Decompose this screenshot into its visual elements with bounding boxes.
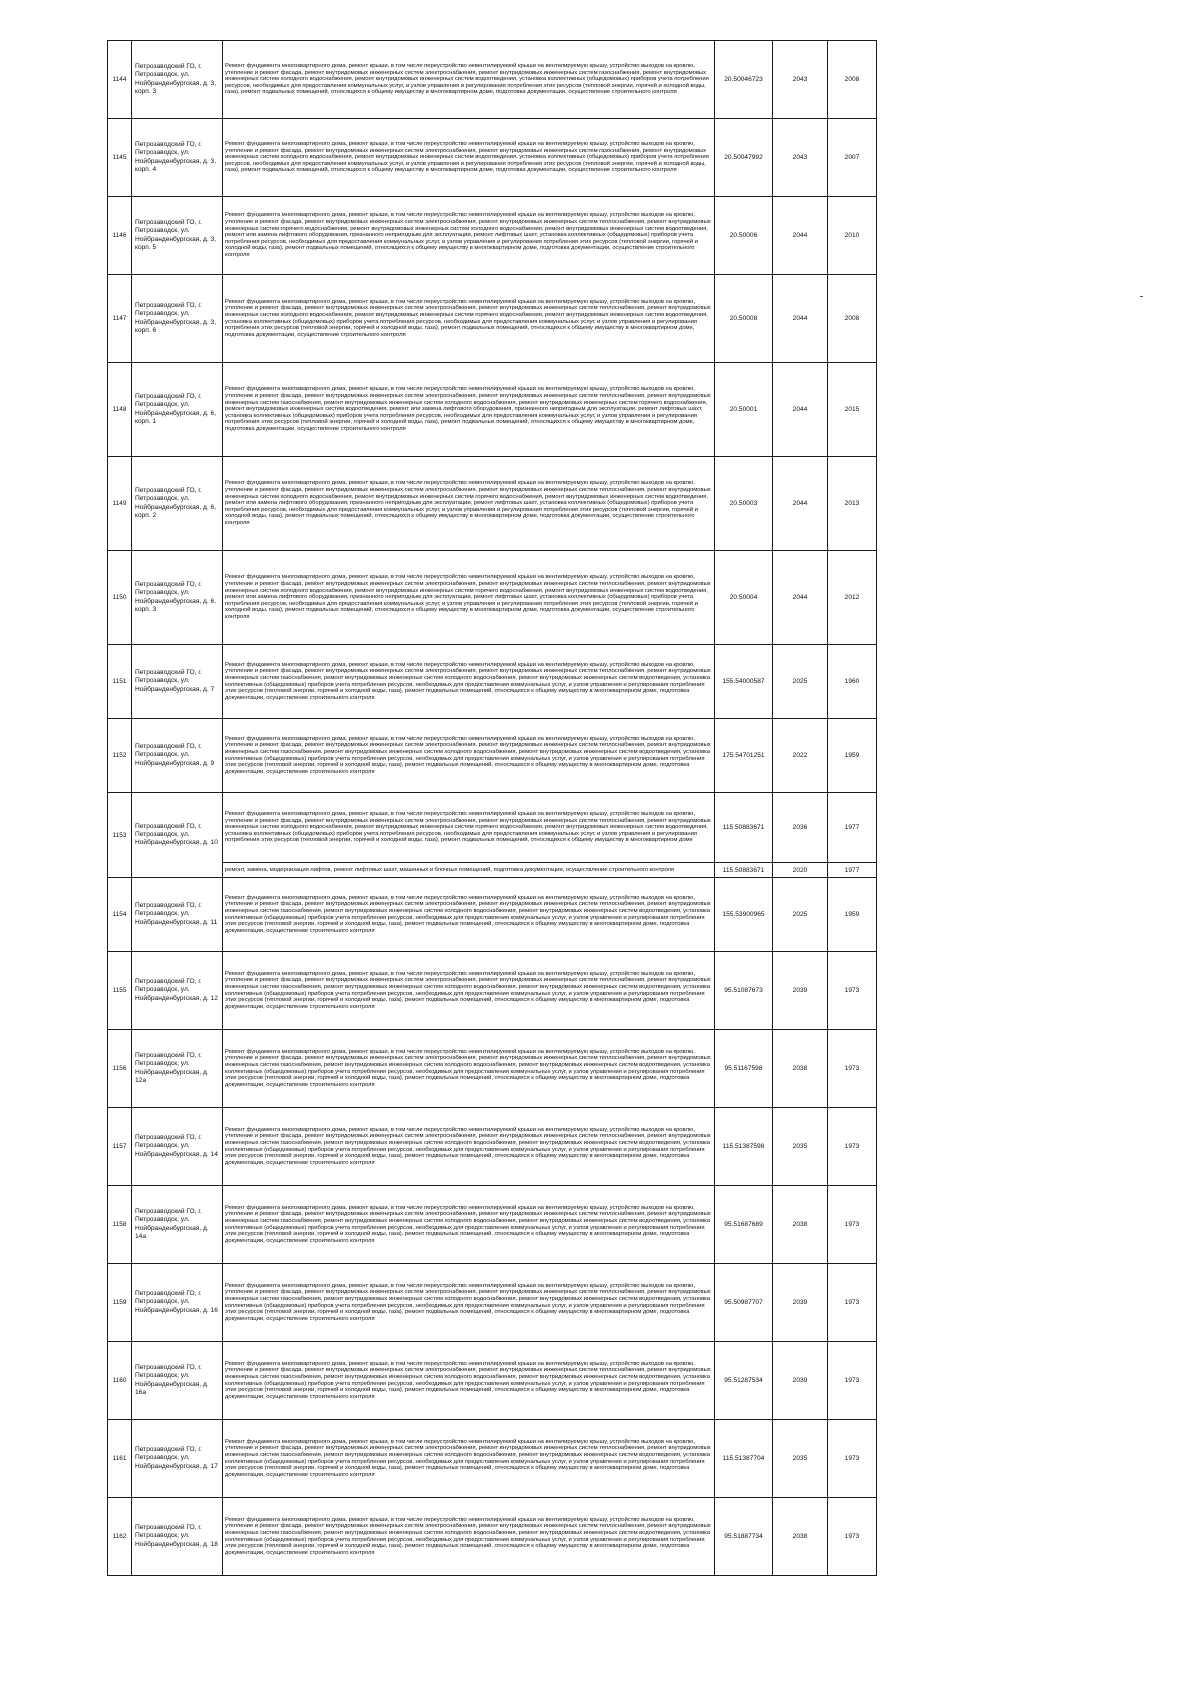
- table-row: [108, 793, 877, 863]
- works-cell: Ремонт фундамента многоквартирного дома, ремонт крыши, в том числе переустройство невентилируемой крыши на вентилируемую крышу, устройство выходов на кровлю, утепление и ремонт фасада, ремонт внутридомовых инженерных систем электроснабжения, ремонт внутридомовых инженерных систем теплоснабжения, ремонт внутридомовых инженерных систем газоснабжения, ремонт внутридомовых инженерных систем холодного водоснабжения, ремонт внутридомовых инженерных систем водоотведения, установка коллективных (общедомовых) приборов учета потребления ресурсов, необходимых для предоставления коммунальных услуг, и узлов управления и регулирования потребления этих ресурсов (тепловой энергии, горячей и холодной воды, газа), ремонт подвальных помещений, относящихся к общему имуществу в многоквартирном доме, подготовка документации, осуществление строительного контроля: [223, 952, 715, 1030]
- value-cell: 95.51087673: [715, 952, 773, 1030]
- works-cell: Ремонт фундамента многоквартирного дома, ремонт крыши, в том числе переустройство невентилируемой крыши на вентилируемую крышу, устройство выходов на кровлю, утепление и ремонт фасада, ремонт внутридомовых инженерных систем электроснабжения, ремонт внутридомовых инженерных систем теплоснабжения, ремонт внутридомовых инженерных систем газоснабжения, ремонт внутридомовых инженерных систем холодного водоснабжения, ремонт внутридомовых инженерных систем водоотведения, установка коллективных (общедомовых) приборов учета потребления ресурсов, необходимых для предоставления коммунальных услуг, и узлов управления и регулирования потребления этих ресурсов (тепловой энергии, горячей и холодной воды, газа), ремонт подвальных помещений, относящихся к общему имуществу в многоквартирном доме, подготовка документации, осуществление строительного контроля: [223, 1030, 715, 1108]
- address-cell: Петрозаводский ГО, г. Петрозаводск, ул. Нойбранденбургская, д. 6, корп. 3: [132, 551, 223, 645]
- planned-year-cell: 2044: [773, 551, 828, 645]
- table-row: [108, 952, 877, 1030]
- row-number: 1152: [108, 719, 132, 793]
- works-cell: Ремонт фундамента многоквартирного дома, ремонт крыши, в том числе переустройство невентилируемой крыши на вентилируемую крышу, устройство выходов на кровлю, утепление и ремонт фасада, ремонт внутридомовых инженерных систем электроснабжения, ремонт внутридомовых инженерных систем газоснабжения, ремонт внутридомовых инженерных систем холодного водоснабжения, ремонт внутридомовых инженерных систем водоотведения, установка коллективных (общедомовых) приборов учета потребления ресурсов, необходимых для предоставления коммунальных услуг, и узлов управления и регулирования потребления этих ресурсов (тепловой энергии, горячей и холодной воды, газа), ремонт подвальных помещений, относящихся к общему имуществу в многоквартирном доме, подготовка документации, осуществление строительного контроля: [223, 119, 715, 197]
- row-number: 1148: [108, 363, 132, 457]
- value-cell: 115.50883671: [715, 863, 773, 878]
- value-cell: 20.50008: [715, 275, 773, 363]
- build-year-cell: 2010: [828, 197, 877, 275]
- planned-year-cell: 2039: [773, 952, 828, 1030]
- table-row: [108, 1498, 877, 1576]
- table-row: [108, 551, 877, 645]
- build-year-cell: 2007: [828, 119, 877, 197]
- table-row: [108, 1108, 877, 1186]
- table-row: [108, 1264, 877, 1342]
- address-cell: Петрозаводский ГО, г. Петрозаводск, ул. Нойбранденбургская, д. 3, корп. 3: [132, 41, 223, 119]
- works-cell: Ремонт фундамента многоквартирного дома, ремонт крыши, в том числе переустройство невентилируемой крыши на вентилируемую крышу, устройство выходов на кровлю, утепление и ремонт фасада, ремонт внутридомовых инженерных систем электроснабжения, ремонт внутридомовых инженерных систем теплоснабжения, ремонт внутридомовых инженерных систем газоснабжения, ремонт внутридомовых инженерных систем холодного водоснабжения, ремонт внутридомовых инженерных систем водоотведения, установка коллективных (общедомовых) приборов учета потребления ресурсов, необходимых для предоставления коммунальных услуг, и узлов управления и регулирования потребления этих ресурсов (тепловой энергии, горячей и холодной воды, газа), ремонт подвальных помещений, относящихся к общему имуществу в многоквартирном доме, подготовка документации, осуществление строительного контроля: [223, 1420, 715, 1498]
- works-cell: Ремонт фундамента многоквартирного дома, ремонт крыши, в том числе переустройство невентилируемой крыши на вентилируемую крышу, устройство выходов на кровлю, утепление и ремонт фасада, ремонт внутридомовых инженерных систем электроснабжения, ремонт внутридомовых инженерных систем теплоснабжения, ремонт внутридомовых инженерных систем газоснабжения, ремонт внутридомовых инженерных систем холодного водоснабжения, ремонт внутридомовых инженерных систем водоотведения, установка коллективных (общедомовых) приборов учета потребления ресурсов, необходимых для предоставления коммунальных услуг, и узлов управления и регулирования потребления этих ресурсов (тепловой энергии, горячей и холодной воды, газа), ремонт подвальных помещений, относящихся к общему имуществу в многоквартирном доме, подготовка документации, осуществление строительного контроля: [223, 1264, 715, 1342]
- planned-year-cell: 2039: [773, 1342, 828, 1420]
- address-cell: Петрозаводский ГО, г. Петрозаводск, ул. Нойбранденбургская, д. 10: [132, 793, 223, 878]
- row-number: 1151: [108, 645, 132, 719]
- value-cell: 155.54000587: [715, 645, 773, 719]
- row-number: 1153: [108, 793, 132, 878]
- row-number: 1149: [108, 457, 132, 551]
- address-cell: Петрозаводский ГО, г. Петрозаводск, ул. Нойбранденбургская, д. 11: [132, 878, 223, 952]
- planned-year-cell: 2025: [773, 645, 828, 719]
- table-row: [108, 878, 877, 952]
- build-year-cell: 1973: [828, 1498, 877, 1576]
- address-cell: Петрозаводский ГО, г. Петрозаводск, ул. Нойбранденбургская, д. 7: [132, 645, 223, 719]
- table-subrow: [108, 863, 877, 878]
- value-cell: 175.54701251: [715, 719, 773, 793]
- address-cell: Петрозаводский ГО, г. Петрозаводск, ул. Нойбранденбургская, д. 6, корп. 1: [132, 363, 223, 457]
- build-year-cell: 1973: [828, 1264, 877, 1342]
- row-number: 1160: [108, 1342, 132, 1420]
- value-cell: 20.50004: [715, 551, 773, 645]
- build-year-cell: 2008: [828, 275, 877, 363]
- address-cell: Петрозаводский ГО, г. Петрозаводск, ул. Нойбранденбургская, д. 6, корп. 2: [132, 457, 223, 551]
- table-row: [108, 719, 877, 793]
- address-cell: Петрозаводский ГО, г. Петрозаводск, ул. Нойбранденбургская, д. 9: [132, 719, 223, 793]
- works-cell: Ремонт фундамента многоквартирного дома, ремонт крыши, в том числе переустройство невентилируемой крыши на вентилируемую крышу, устройство выходов на кровлю, утепление и ремонт фасада, ремонт внутридомовых инженерных систем электроснабжения, ремонт внутридомовых инженерных систем теплоснабжения, ремонт внутридомовых инженерных систем горячего водоснабжения, ремонт внутридомовых инженерных систем холодного водоснабжения, ремонт внутридомовых инженерных систем водоотведения, ремонт или замена лифтового оборудования, признанного непригодным для эксплуатации, ремонт лифтовых шахт, установка коллективных (общедомовых) приборов учета потребления ресурсов, необходимых для предоставления коммунальных услуг, и узлов управления и регулирования потребления этих ресурсов (тепловой энергии, горячей и холодной воды, газа), ремонт подвальных помещений, относящихся к общему имуществу в многоквартирном доме, подготовка документации, осуществление строительного контроля: [223, 197, 715, 275]
- table-row: [108, 1420, 877, 1498]
- address-cell: Петрозаводский ГО, г. Петрозаводск, ул. Нойбранденбургская, д. 16а: [132, 1342, 223, 1420]
- build-year-cell: 2013: [828, 457, 877, 551]
- address-cell: Петрозаводский ГО, г. Петрозаводск, ул. Нойбранденбургская, д. 14: [132, 1108, 223, 1186]
- row-number: 1156: [108, 1030, 132, 1108]
- table-row: [108, 645, 877, 719]
- value-cell: 20.50003: [715, 457, 773, 551]
- planned-year-cell: 2020: [773, 863, 828, 878]
- row-number: 1154: [108, 878, 132, 952]
- table-body: [108, 41, 877, 1576]
- build-year-cell: 2012: [828, 551, 877, 645]
- capital-repair-table: [107, 40, 877, 1576]
- address-cell: Петрозаводский ГО, г. Петрозаводск, ул. Нойбранденбургская, д. 3, корп. 5: [132, 197, 223, 275]
- works-cell: Ремонт фундамента многоквартирного дома, ремонт крыши, в том числе переустройство невентилируемой крыши на вентилируемую крышу, устройство выходов на кровлю, утепление и ремонт фасада, ремонт внутридомовых инженерных систем электроснабжения, ремонт внутридомовых инженерных систем газоснабжения, ремонт внутридомовых инженерных систем холодного водоснабжения, ремонт внутридомовых инженерных систем водоотведения, установка коллективных (общедомовых) приборов учета потребления ресурсов, необходимых для предоставления коммунальных услуг, и узлов управления и регулирования потребления этих ресурсов (тепловой энергии, горячей и холодной воды, газа), ремонт подвальных помещений, относящихся к общему имуществу в многоквартирном доме, подготовка документации, осуществление строительного контроля: [223, 41, 715, 119]
- value-cell: 115.51387598: [715, 1108, 773, 1186]
- value-cell: 95.51287534: [715, 1342, 773, 1420]
- table-row: [108, 119, 877, 197]
- works-cell: Ремонт фундамента многоквартирного дома, ремонт крыши, в том числе переустройство невентилируемой крыши на вентилируемую крышу, устройство выходов на кровлю, утепление и ремонт фасада, ремонт внутридомовых инженерных систем электроснабжения, ремонт внутридомовых инженерных систем теплоснабжения, ремонт внутридомовых инженерных систем газоснабжения, ремонт внутридомовых инженерных систем холодного водоснабжения, ремонт внутридомовых инженерных систем горячего водоснабжения, ремонт внутридомовых инженерных систем водоотведения, ремонт или замена лифтового оборудования, признанного непригодным для эксплуатации, ремонт лифтовых шахт, установка коллективных (общедомовых) приборов учета потребления ресурсов, необходимых для предоставления коммунальных услуг, и узлов управления и регулирования потребления этих ресурсов (тепловой энергии, горячей и холодной воды, газа), ремонт подвальных помещений, относящихся к общему имуществу в многоквартирном доме, подготовка документации, осуществление строительного контроля: [223, 363, 715, 457]
- build-year-cell: 1973: [828, 1342, 877, 1420]
- planned-year-cell: 2022: [773, 719, 828, 793]
- planned-year-cell: 2038: [773, 1186, 828, 1264]
- row-number: 1157: [108, 1108, 132, 1186]
- value-cell: 20.50047992: [715, 119, 773, 197]
- planned-year-cell: 2039: [773, 1264, 828, 1342]
- address-cell: Петрозаводский ГО, г. Петрозаводск, ул. Нойбранденбургская, д. 12а: [132, 1030, 223, 1108]
- row-number: 1162: [108, 1498, 132, 1576]
- row-number: 1150: [108, 551, 132, 645]
- row-number: 1144: [108, 41, 132, 119]
- build-year-cell: 1977: [828, 793, 877, 863]
- table-row: [108, 1186, 877, 1264]
- planned-year-cell: 2043: [773, 119, 828, 197]
- row-number: 1158: [108, 1186, 132, 1264]
- works-cell: Ремонт фундамента многоквартирного дома, ремонт крыши, в том числе переустройство невентилируемой крыши на вентилируемую крышу, устройство выходов на кровлю, утепление и ремонт фасада, ремонт внутридомовых инженерных систем электроснабжения, ремонт внутридомовых инженерных систем теплоснабжения, ремонт внутридомовых инженерных систем газоснабжения, ремонт внутридомовых инженерных систем холодного водоснабжения, ремонт внутридомовых инженерных систем водоотведения, установка коллективных (общедомовых) приборов учета потребления ресурсов, необходимых для предоставления коммунальных услуг, и узлов управления и регулирования потребления этих ресурсов (тепловой энергии, горячей и холодной воды, газа), ремонт подвальных помещений, относящихся к общему имуществу в многоквартирном доме, подготовка документации, осуществление строительного контроля: [223, 1108, 715, 1186]
- table-row: [108, 275, 877, 363]
- table-row: [108, 457, 877, 551]
- planned-year-cell: 2043: [773, 41, 828, 119]
- planned-year-cell: 2044: [773, 275, 828, 363]
- value-cell: 95.51887734: [715, 1498, 773, 1576]
- row-number: 1155: [108, 952, 132, 1030]
- document-page: [107, 40, 876, 1576]
- build-year-cell: 1973: [828, 1186, 877, 1264]
- build-year-cell: 2008: [828, 41, 877, 119]
- works-cell: ремонт, замена, модернизация лифтов, ремонт лифтовых шахт, машинных и блочных помещений, подготовка документации, осуществление строительного контроля: [223, 863, 715, 878]
- table-row: [108, 197, 877, 275]
- build-year-cell: 1959: [828, 878, 877, 952]
- value-cell: 95.50987707: [715, 1264, 773, 1342]
- value-cell: 20.50006: [715, 197, 773, 275]
- value-cell: 115.51387704: [715, 1420, 773, 1498]
- planned-year-cell: 2044: [773, 197, 828, 275]
- address-cell: Петрозаводский ГО, г. Петрозаводск, ул. Нойбранденбургская, д. 14а: [132, 1186, 223, 1264]
- table-row: [108, 363, 877, 457]
- works-cell: Ремонт фундамента многоквартирного дома, ремонт крыши, в том числе переустройство невентилируемой крыши на вентилируемую крышу, устройство выходов на кровлю, утепление и ремонт фасада, ремонт внутридомовых инженерных систем электроснабжения, ремонт внутридомовых инженерных систем теплоснабжения, ремонт внутридомовых инженерных систем газоснабжения, ремонт внутридомовых инженерных систем холодного водоснабжения, ремонт внутридомовых инженерных систем водоотведения, установка коллективных (общедомовых) приборов учета потребления ресурсов, необходимых для предоставления коммунальных услуг, и узлов управления и регулирования потребления этих ресурсов (тепловой энергии, горячей и холодной воды, газа), ремонт подвальных помещений, относящихся к общему имуществу в многоквартирном доме, подготовка документации, осуществление строительного контроля: [223, 645, 715, 719]
- works-cell: Ремонт фундамента многоквартирного дома, ремонт крыши, в том числе переустройство невентилируемой крыши на вентилируемую крышу, устройство выходов на кровлю, утепление и ремонт фасада, ремонт внутридомовых инженерных систем электроснабжения, ремонт внутридомовых инженерных систем теплоснабжения, ремонт внутридомовых инженерных систем холодного водоснабжения, ремонт внутридомовых инженерных систем горячего водоснабжения, ремонт внутридомовых инженерных систем водоотведения, установка коллективных (общедомовых) приборов учета потребления ресурсов, необходимых для предоставления коммунальных услуг, и узлов управления и регулирования потребления этих ресурсов (тепловой энергии, горячей и холодной воды, газа), ремонт подвальных помещений, относящихся к общему имуществу в многоквартирном доме, подготовка документации, осуществление строительного контроля: [223, 275, 715, 363]
- scan-mark: [1140, 296, 1143, 297]
- address-cell: Петрозаводский ГО, г. Петрозаводск, ул. Нойбранденбургская, д. 3, корп. 4: [132, 119, 223, 197]
- value-cell: 20.50046723: [715, 41, 773, 119]
- works-cell: Ремонт фундамента многоквартирного дома, ремонт крыши, в том числе переустройство невентилируемой крыши на вентилируемую крышу, устройство выходов на кровлю, утепление и ремонт фасада, ремонт внутридомовых инженерных систем электроснабжения, ремонт внутридомовых инженерных систем теплоснабжения, ремонт внутридомовых инженерных систем газоснабжения, ремонт внутридомовых инженерных систем холодного водоснабжения, ремонт внутридомовых инженерных систем водоотведения, установка коллективных (общедомовых) приборов учета потребления ресурсов, необходимых для предоставления коммунальных услуг, и узлов управления и регулирования потребления этих ресурсов (тепловой энергии, горячей и холодной воды, газа), ремонт подвальных помещений, относящихся к общему имуществу в многоквартирном доме, подготовка документации, осуществление строительного контроля: [223, 878, 715, 952]
- value-cell: 115.50883671: [715, 793, 773, 863]
- works-cell: Ремонт фундамента многоквартирного дома, ремонт крыши, в том числе переустройство невентилируемой крыши на вентилируемую крышу, устройство выходов на кровлю, утепление и ремонт фасада, ремонт внутридомовых инженерных систем электроснабжения, ремонт внутридомовых инженерных систем теплоснабжения, ремонт внутридомовых инженерных систем холодного водоснабжения, ремонт внутридомовых инженерных систем горячего водоснабжения, ремонт внутридомовых инженерных систем водоотведения, ремонт или замена лифтового оборудования, признанного непригодным для эксплуатации, ремонт лифтовых шахт, установка коллективных (общедомовых) приборов учета потребления ресурсов, необходимых для предоставления коммунальных услуг, и узлов управления и регулирования потребления этих ресурсов (тепловой энергии, горячей и холодной воды, газа), ремонт подвальных помещений, относящихся к общему имуществу в многоквартирном доме, подготовка документации, осуществление строительного контроля: [223, 457, 715, 551]
- address-cell: Петрозаводский ГО, г. Петрозаводск, ул. Нойбранденбургская, д. 18: [132, 1498, 223, 1576]
- works-cell: Ремонт фундамента многоквартирного дома, ремонт крыши, в том числе переустройство невентилируемой крыши на вентилируемую крышу, устройство выходов на кровлю, утепление и ремонт фасада, ремонт внутридомовых инженерных систем электроснабжения, ремонт внутридомовых инженерных систем теплоснабжения, ремонт внутридомовых инженерных систем газоснабжения, ремонт внутридомовых инженерных систем холодного водоснабжения, ремонт внутридомовых инженерных систем водоотведения, установка коллективных (общедомовых) приборов учета потребления ресурсов, необходимых для предоставления коммунальных услуг, и узлов управления и регулирования потребления этих ресурсов (тепловой энергии, горячей и холодной воды, газа), ремонт подвальных помещений, относящихся к общему имуществу в многоквартирном доме, подготовка документации, осуществление строительного контроля: [223, 1498, 715, 1576]
- planned-year-cell: 2036: [773, 793, 828, 863]
- build-year-cell: 1973: [828, 1420, 877, 1498]
- works-cell: Ремонт фундамента многоквартирного дома, ремонт крыши, в том числе переустройство невентилируемой крыши на вентилируемую крышу, устройство выходов на кровлю, утепление и ремонт фасада, ремонт внутридомовых инженерных систем электроснабжения, ремонт внутридомовых инженерных систем теплоснабжения, ремонт внутридомовых инженерных систем газоснабжения, ремонт внутридомовых инженерных систем холодного водоснабжения, ремонт внутридомовых инженерных систем водоотведения, установка коллективных (общедомовых) приборов учета потребления ресурсов, необходимых для предоставления коммунальных услуг, и узлов управления и регулирования потребления этих ресурсов (тепловой энергии, горячей и холодной воды, газа), ремонт подвальных помещений, относящихся к общему имуществу в многоквартирном доме, подготовка документации, осуществление строительного контроля: [223, 1186, 715, 1264]
- build-year-cell: 1973: [828, 1030, 877, 1108]
- row-number: 1147: [108, 275, 132, 363]
- works-cell: Ремонт фундамента многоквартирного дома, ремонт крыши, в том числе переустройство невентилируемой крыши на вентилируемую крышу, устройство выходов на кровлю, утепление и ремонт фасада, ремонт внутридомовых инженерных систем электроснабжения, ремонт внутридомовых инженерных систем теплоснабжения, ремонт внутридомовых инженерных систем холодного водоснабжения, ремонт внутридомовых инженерных систем горячего водоснабжения, ремонт внутридомовых инженерных систем водоотведения, ремонт или замена лифтового оборудования, признанного непригодным для эксплуатации, ремонт лифтовых шахт, установка коллективных (общедомовых) приборов учета потребления ресурсов, необходимых для предоставления коммунальных услуг, и узлов управления и регулирования потребления этих ресурсов (тепловой энергии, горячей и холодной воды, газа), ремонт подвальных помещений, относящихся к общему имуществу в многоквартирном доме, подготовка документации, осуществление строительного контроля: [223, 551, 715, 645]
- planned-year-cell: 2025: [773, 878, 828, 952]
- address-cell: Петрозаводский ГО, г. Петрозаводск, ул. Нойбранденбургская, д. 16: [132, 1264, 223, 1342]
- address-cell: Петрозаводский ГО, г. Петрозаводск, ул. Нойбранденбургская, д. 12: [132, 952, 223, 1030]
- value-cell: 155.53900965: [715, 878, 773, 952]
- planned-year-cell: 2044: [773, 363, 828, 457]
- row-number: 1161: [108, 1420, 132, 1498]
- works-cell: Ремонт фундамента многоквартирного дома, ремонт крыши, в том числе переустройство невентилируемой крыши на вентилируемую крышу, устройство выходов на кровлю, утепление и ремонт фасада, ремонт внутридомовых инженерных систем электроснабжения, ремонт внутридомовых инженерных систем теплоснабжения, ремонт внутридомовых инженерных систем газоснабжения, ремонт внутридомовых инженерных систем холодного водоснабжения, ремонт внутридомовых инженерных систем водоотведения, установка коллективных (общедомовых) приборов учета потребления ресурсов, необходимых для предоставления коммунальных услуг, и узлов управления и регулирования потребления этих ресурсов (тепловой энергии, горячей и холодной воды, газа), ремонт подвальных помещений, относящихся к общему имуществу в многоквартирном доме, подготовка документации, осуществление строительного контроля: [223, 1342, 715, 1420]
- value-cell: 20.50001: [715, 363, 773, 457]
- works-cell: Ремонт фундамента многоквартирного дома, ремонт крыши, в том числе переустройство невентилируемой крыши на вентилируемую крышу, устройство выходов на кровлю, утепление и ремонт фасада, ремонт внутридомовых инженерных систем электроснабжения, ремонт внутридомовых инженерных систем теплоснабжения, ремонт внутридомовых инженерных систем холодного водоснабжения, ремонт внутридомовых инженерных систем горячего водоснабжения, ремонт внутридомовых инженерных систем водоотведения, установка коллективных (общедомовых) приборов учета потребления ресурсов, необходимых для предоставления коммунальных услуг, и узлов управления и регулирования потребления этих ресурсов (тепловой энергии, горячей и холодной воды, газа), ремонт подвальных помещений, относящихся к общему имуществу в многоквартирном доме: [223, 793, 715, 863]
- planned-year-cell: 2038: [773, 1498, 828, 1576]
- build-year-cell: 1977: [828, 863, 877, 878]
- row-number: 1146: [108, 197, 132, 275]
- planned-year-cell: 2035: [773, 1108, 828, 1186]
- works-cell: Ремонт фундамента многоквартирного дома, ремонт крыши, в том числе переустройство невентилируемой крыши на вентилируемую крышу, устройство выходов на кровлю, утепление и ремонт фасада, ремонт внутридомовых инженерных систем электроснабжения, ремонт внутридомовых инженерных систем теплоснабжения, ремонт внутридомовых инженерных систем газоснабжения, ремонт внутридомовых инженерных систем холодного водоснабжения, ремонт внутридомовых инженерных систем водоотведения, установка коллективных (общедомовых) приборов учета потребления ресурсов, необходимых для предоставления коммунальных услуг, и узлов управления и регулирования потребления этих ресурсов (тепловой энергии, горячей и холодной воды, газа), ремонт подвальных помещений, относящихся к общему имуществу в многоквартирном доме, подготовка документации, осуществление строительного контроля: [223, 719, 715, 793]
- planned-year-cell: 2038: [773, 1030, 828, 1108]
- build-year-cell: 2015: [828, 363, 877, 457]
- build-year-cell: 1973: [828, 1108, 877, 1186]
- planned-year-cell: 2035: [773, 1420, 828, 1498]
- address-cell: Петрозаводский ГО, г. Петрозаводск, ул. Нойбранденбургская, д. 3, корп. 6: [132, 275, 223, 363]
- value-cell: 95.51167598: [715, 1030, 773, 1108]
- planned-year-cell: 2044: [773, 457, 828, 551]
- table-row: [108, 41, 877, 119]
- table-row: [108, 1030, 877, 1108]
- build-year-cell: 1959: [828, 719, 877, 793]
- row-number: 1145: [108, 119, 132, 197]
- row-number: 1159: [108, 1264, 132, 1342]
- address-cell: Петрозаводский ГО, г. Петрозаводск, ул. Нойбранденбургская, д. 17: [132, 1420, 223, 1498]
- build-year-cell: 1960: [828, 645, 877, 719]
- value-cell: 95.51687689: [715, 1186, 773, 1264]
- table-row: [108, 1342, 877, 1420]
- build-year-cell: 1973: [828, 952, 877, 1030]
